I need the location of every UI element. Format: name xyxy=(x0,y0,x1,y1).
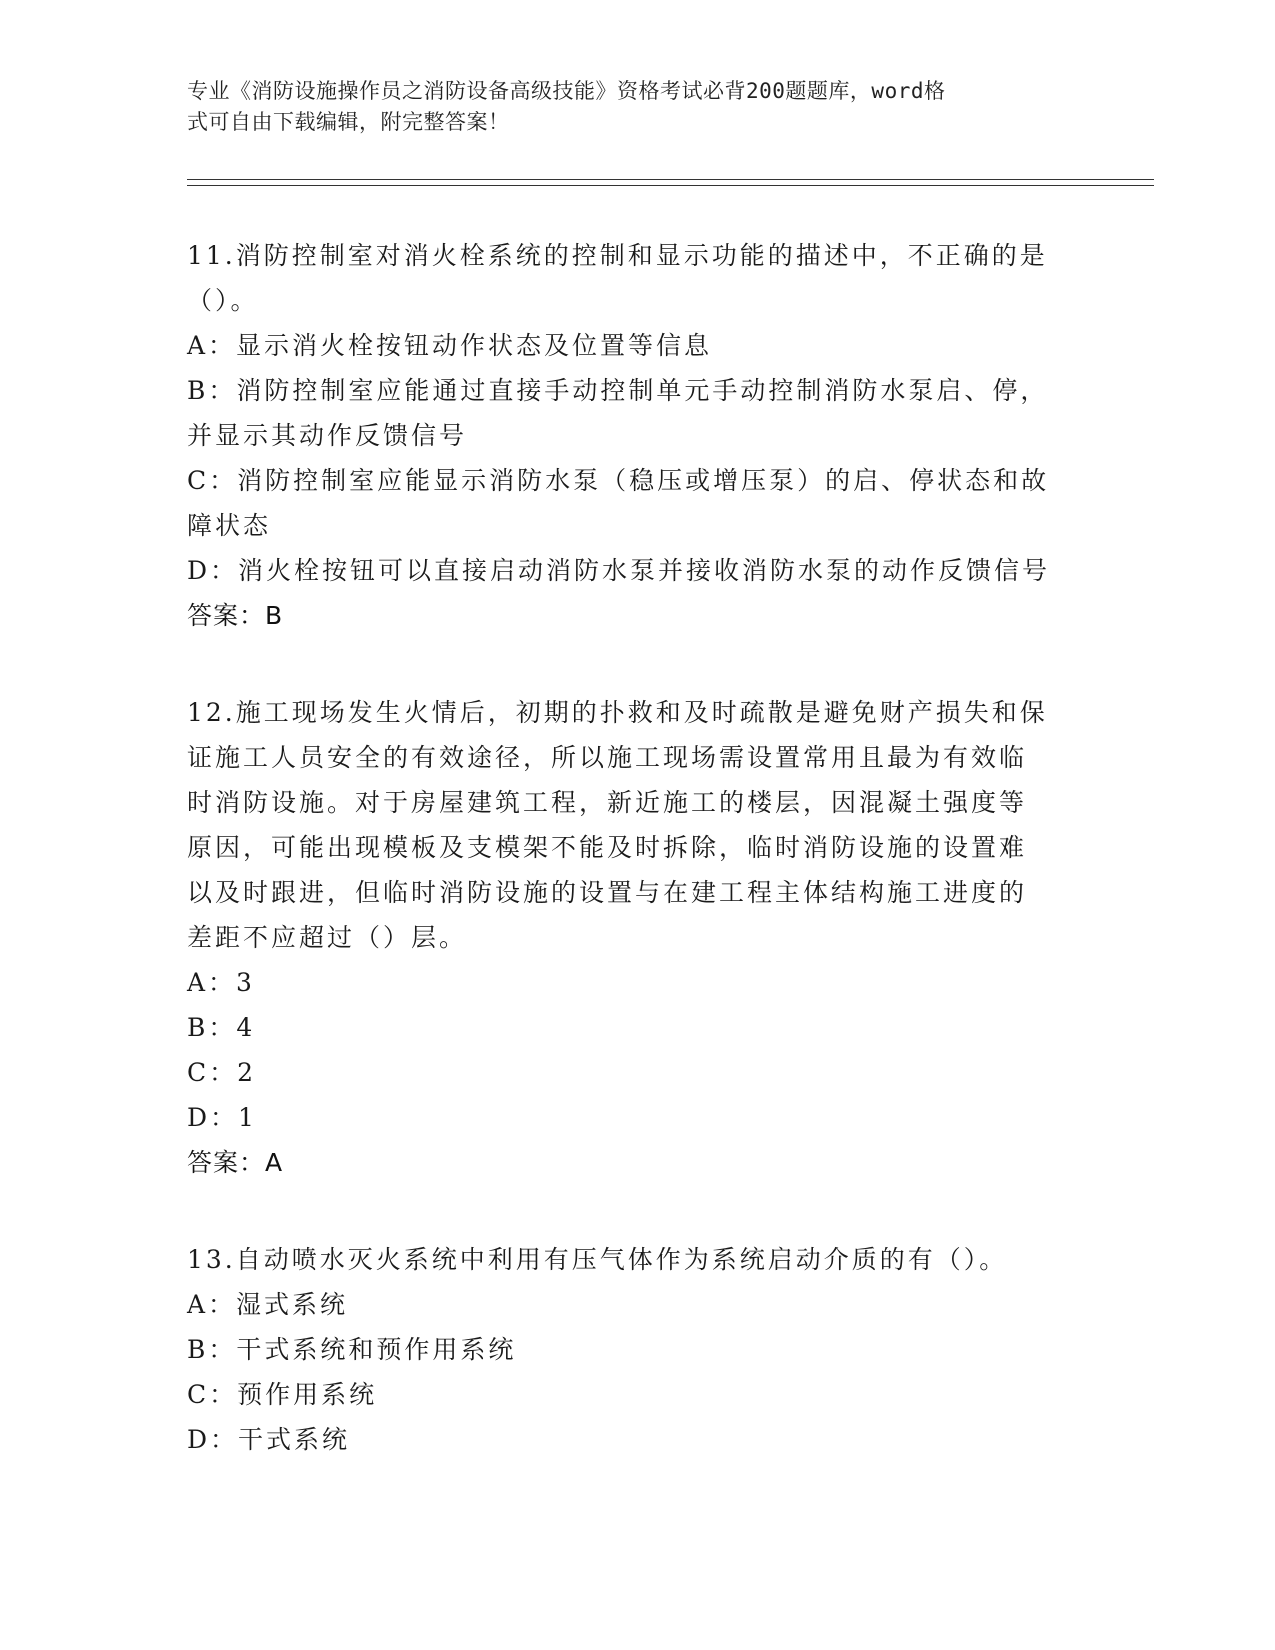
option-b: B：干式系统和预作用系统 xyxy=(187,1335,517,1364)
question-stem-line: （）。 xyxy=(187,286,259,315)
header-line: 式可自由下载编辑，附完整答案！ xyxy=(187,110,510,134)
question-11 xyxy=(187,233,1077,638)
option-a: A：3 xyxy=(187,968,255,997)
header-divider xyxy=(187,185,1154,186)
answer-label: 答案：A xyxy=(187,1148,284,1177)
option-d: D：1 xyxy=(187,1103,257,1132)
option-b: B：消防控制室应能通过直接手动控制单元手动控制消防水泵启、停， xyxy=(187,376,1049,405)
option-c: C：预作用系统 xyxy=(187,1380,378,1409)
option-b-cont: 并显示其动作反馈信号 xyxy=(187,421,468,450)
option-d: D：干式系统 xyxy=(187,1425,351,1454)
question-stem-line: 12.施工现场发生火情后，初期的扑救和及时疏散是避免财产损失和保 xyxy=(187,698,1048,727)
question-12 xyxy=(187,690,1077,1185)
option-d: D：消火栓按钮可以直接启动消防水泵并接收消防水泵的动作反馈信号 xyxy=(187,556,1051,585)
header-line: 专业《消防设施操作员之消防设备高级技能》资格考试必背200题题库，word格 xyxy=(187,79,946,103)
question-stem-line: 时消防设施。对于房屋建筑工程，新近施工的楼层，因混凝土强度等 xyxy=(187,788,1028,817)
option-a: A：显示消火栓按钮动作状态及位置等信息 xyxy=(187,331,713,360)
question-stem-line: 证施工人员安全的有效途径，所以施工现场需设置常用且最为有效临 xyxy=(187,743,1028,772)
question-stem-line: 13.自动喷水灭火系统中利用有压气体作为系统启动介质的有（）。 xyxy=(187,1245,1008,1274)
question-stem-line: 原因，可能出现模板及支模架不能及时拆除，临时消防设施的设置难 xyxy=(187,833,1028,862)
header-divider xyxy=(187,179,1154,180)
option-a: A：湿式系统 xyxy=(187,1290,349,1319)
question-13 xyxy=(187,1237,1077,1462)
option-b: B：4 xyxy=(187,1013,256,1042)
question-stem-line: 差距不应超过（）层。 xyxy=(187,923,468,952)
document-header xyxy=(187,76,1067,138)
option-c: C：2 xyxy=(187,1058,257,1087)
question-stem-line: 以及时跟进，但临时消防设施的设置与在建工程主体结构施工进度的 xyxy=(187,878,1028,907)
answer-label: 答案：B xyxy=(187,601,284,630)
question-stem-line: 11.消防控制室对消火栓系统的控制和显示功能的描述中，不正确的是 xyxy=(187,241,1048,270)
option-c: C：消防控制室应能显示消防水泵（稳压或增压泵）的启、停状态和故 xyxy=(187,466,1050,495)
option-c-cont: 障状态 xyxy=(187,511,272,540)
